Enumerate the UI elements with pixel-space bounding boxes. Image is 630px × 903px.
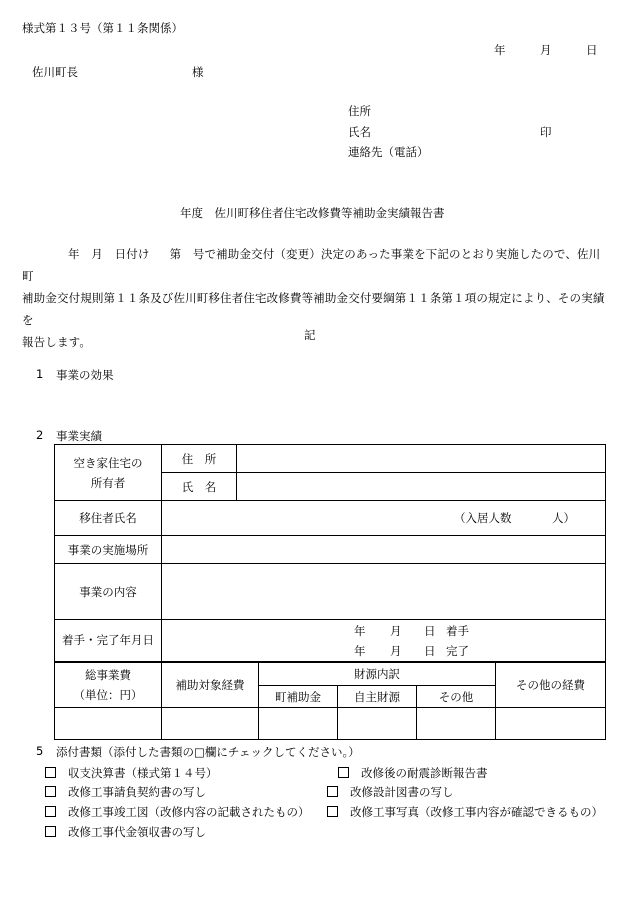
- body-line-3: 報告します。: [22, 335, 91, 349]
- table-row: [55, 501, 606, 536]
- total-cost-label: 総事業費: [85, 667, 131, 682]
- ki-heading: 記: [304, 328, 316, 342]
- applicant-name-label: 氏名: [348, 125, 371, 139]
- addressee-honorific: 様: [192, 65, 204, 79]
- occupants-label: （入居人数: [454, 511, 512, 525]
- attachment-item[interactable]: [45, 765, 218, 781]
- checkbox-icon[interactable]: [327, 786, 338, 797]
- other-funding-value[interactable]: [417, 708, 496, 740]
- dates-label: 着手・完了年月日: [55, 620, 162, 662]
- attachment-label: 改修設計図書の写し: [350, 785, 454, 799]
- attachment-item[interactable]: [45, 784, 206, 800]
- town-subsidy-value[interactable]: [259, 708, 338, 740]
- owner-address-value[interactable]: [237, 445, 606, 473]
- migrant-name-label: 移住者氏名: [55, 501, 162, 536]
- section-5-number: 5: [36, 744, 44, 758]
- eligible-cost-value[interactable]: [162, 708, 259, 740]
- own-funds-value[interactable]: [338, 708, 417, 740]
- section-1-number: 1: [36, 367, 44, 381]
- owner-address-label: 住 所: [162, 445, 237, 473]
- checkbox-icon[interactable]: [327, 806, 338, 817]
- body-line-2: 補助金交付規則第１１条及び佐川町移住者住宅改修費等補助金交付要綱第１１条第１項の規定により、その実績を: [22, 291, 605, 327]
- start-month: 月: [390, 624, 402, 639]
- body-date-ref: 年 月 日付け: [68, 247, 150, 261]
- attachment-item[interactable]: [338, 765, 488, 781]
- section-1-label: 事業の効果: [56, 368, 114, 382]
- section-2-label: 事業実績: [56, 429, 102, 443]
- other-costs-header: その他の経費: [496, 662, 606, 708]
- start-year: 年: [354, 624, 366, 639]
- owner-name-value[interactable]: [237, 473, 606, 501]
- checkbox-icon[interactable]: [45, 806, 56, 817]
- attachment-label: 改修後の耐震診断報告書: [361, 766, 488, 780]
- attachment-item[interactable]: [327, 784, 454, 800]
- total-cost-value[interactable]: [55, 708, 162, 740]
- attachment-item[interactable]: [327, 804, 603, 820]
- applicant-contact-label: 連絡先（電話）: [348, 145, 429, 159]
- attachment-label: 改修工事請負契約書の写し: [68, 785, 206, 799]
- owner-name-label: 氏 名: [162, 473, 237, 501]
- content-label: 事業の内容: [55, 564, 162, 620]
- date-year-label: 年: [494, 43, 506, 57]
- funding-header: 財源内訳: [259, 662, 496, 686]
- attachment-label: 改修工事代金領収書の写し: [68, 825, 206, 839]
- content-value[interactable]: [162, 564, 606, 620]
- table-row: [55, 620, 606, 662]
- addressee-name: 佐川町長: [32, 65, 78, 79]
- end-year: 年: [354, 644, 366, 659]
- own-funds-header: 自主財源: [338, 686, 417, 708]
- section-5-label: 添付書類（添付した書類の□欄にチェックしてください。）: [56, 745, 360, 759]
- other-costs-value[interactable]: [496, 708, 606, 740]
- eligible-cost-header: 補助対象経費: [162, 662, 259, 708]
- dates-value[interactable]: [162, 620, 606, 662]
- location-label: 事業の実施場所: [55, 536, 162, 564]
- checkbox-icon[interactable]: [338, 767, 349, 778]
- owner-label-line-2: 所有者: [90, 475, 126, 490]
- occupants-unit: 人）: [552, 511, 575, 525]
- end-label: 完了: [446, 644, 469, 659]
- date-month-label: 月: [540, 43, 552, 57]
- section-2-number: 2: [36, 428, 44, 442]
- seal-mark: 印: [540, 125, 552, 139]
- checkbox-icon[interactable]: [45, 826, 56, 837]
- migrant-name-value[interactable]: [162, 501, 606, 536]
- owner-label-line-1: 空き家住宅の: [73, 455, 143, 470]
- attachment-label: 改修工事竣工図（改修内容の記載されたもの）: [68, 805, 310, 819]
- location-value[interactable]: [162, 536, 606, 564]
- unit-label: （単位：円）: [73, 687, 143, 702]
- report-body: [22, 243, 610, 353]
- checkbox-icon[interactable]: [45, 767, 56, 778]
- end-day: 日: [424, 644, 436, 659]
- other-funding-header: その他: [417, 686, 496, 708]
- table-row: [55, 445, 606, 473]
- report-title: 年度 佐川町移住者住宅改修費等補助金実績報告書: [180, 206, 445, 220]
- end-month: 月: [390, 644, 402, 659]
- applicant-address-label: 住所: [348, 104, 371, 118]
- results-table: [54, 444, 606, 740]
- table-row: [55, 564, 606, 620]
- attachment-label: 改修工事写真（改修工事内容が確認できるもの）: [350, 805, 603, 819]
- start-day: 日: [424, 624, 436, 639]
- total-cost-header: [55, 662, 162, 708]
- owner-label-cell: [55, 445, 162, 501]
- checkbox-icon[interactable]: [45, 786, 56, 797]
- form-number: 様式第１３号（第１１条関係）: [22, 21, 183, 35]
- start-label: 着手: [446, 624, 469, 639]
- table-row: [55, 536, 606, 564]
- town-subsidy-header: 町補助金: [259, 686, 338, 708]
- attachment-item[interactable]: [45, 824, 206, 840]
- table-row: [55, 662, 606, 686]
- table-row: [55, 708, 606, 740]
- body-line-1: 第 号で補助金交付（変更）決定のあった事業を下記のとおり実施したので、佐川町: [22, 247, 601, 283]
- attachment-label: 収支決算書（様式第１４号）: [68, 766, 218, 780]
- attachment-item[interactable]: [45, 804, 310, 820]
- date-day-label: 日: [586, 43, 598, 57]
